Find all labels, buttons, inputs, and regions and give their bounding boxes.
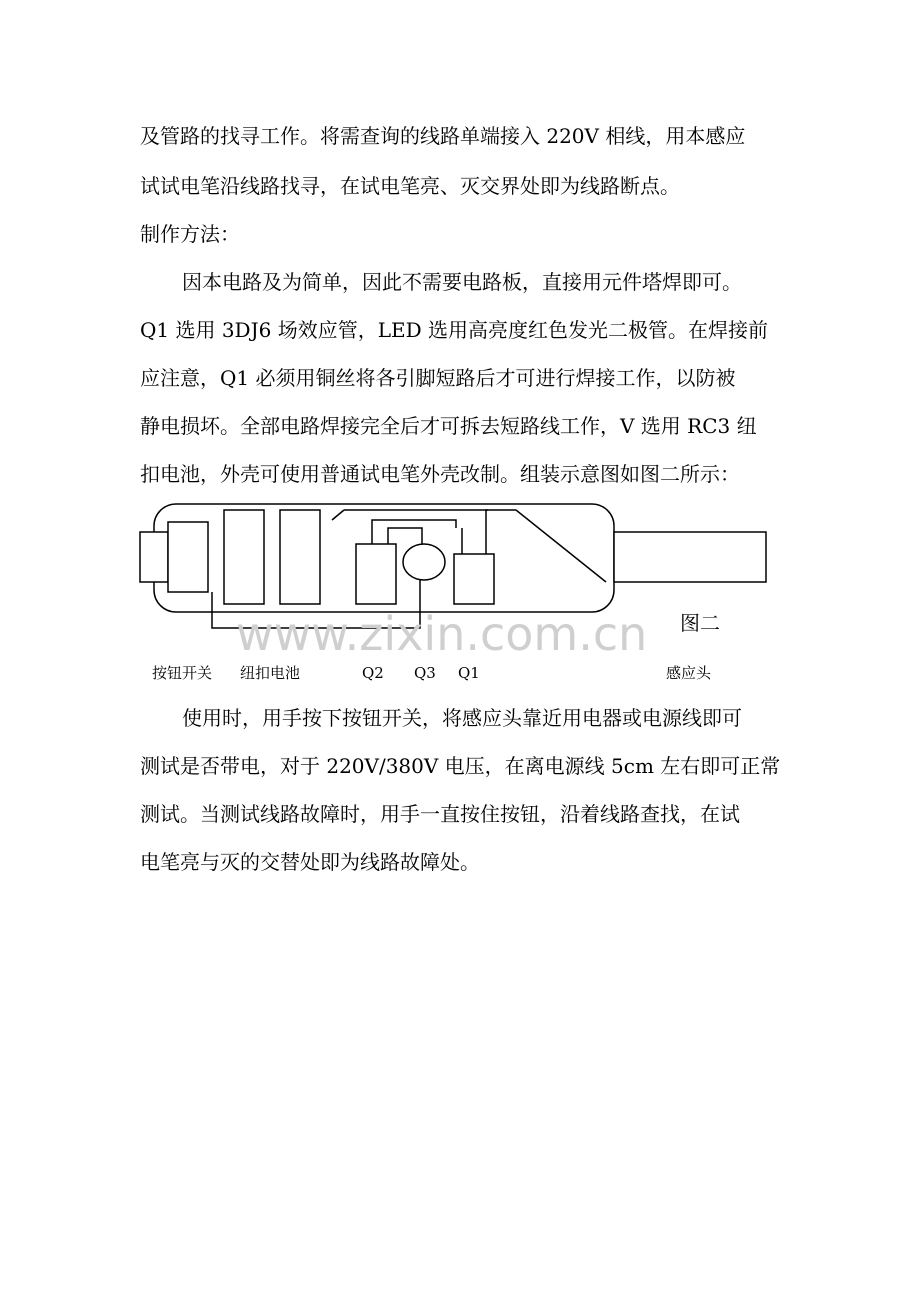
button-battery-1 bbox=[224, 510, 264, 604]
button-switch-body bbox=[168, 522, 208, 592]
q1-transistor bbox=[454, 554, 494, 604]
paragraph-1-line-1: 及管路的找寻工作。将需查询的线路单端接入 220V 相线，用本感应 bbox=[140, 124, 746, 148]
paragraph-3-line-4: 电笔亮与灭的交替处即为线路故障处。 bbox=[140, 850, 480, 874]
label-button-switch: 按钮开关 bbox=[152, 664, 213, 682]
label-button-battery: 纽扣电池 bbox=[240, 664, 301, 682]
figure-caption: 图二 bbox=[680, 611, 720, 635]
label-sensor-head: 感应头 bbox=[666, 664, 712, 682]
button-switch-cap bbox=[140, 532, 168, 582]
paragraph-3-line-2: 测试是否带电，对于 220V/380V 电压，在离电源线 5cm 左右即可正常 bbox=[140, 754, 781, 778]
q3-led bbox=[403, 544, 445, 580]
label-q3: Q3 bbox=[414, 664, 436, 682]
paragraph-2-line-3: 应注意，Q1 必须用铜丝将各引脚短路后才可进行焊接工作，以防被 bbox=[140, 366, 736, 390]
paragraph-2-line-2: Q1 选用 3DJ6 场效应管，LED 选用高亮度红色发光二极管。在焊接前 bbox=[140, 318, 768, 342]
paragraph-3-line-3: 测试。当测试线路故障时，用手一直按住按钮，沿着线路查找，在试 bbox=[140, 802, 740, 826]
section-heading: 制作方法： bbox=[140, 222, 240, 246]
paragraph-2-line-5: 扣电池，外壳可使用普通试电笔外壳改制。组装示意图如图二所示： bbox=[140, 462, 740, 486]
paragraph-1-line-2: 试试电笔沿线路找寻，在试电笔亮、灭交界处即为线路断点。 bbox=[140, 174, 680, 198]
paragraph-2-line-1: 因本电路及为简单，因此不需要电路板，直接用元件塔焊即可。 bbox=[182, 270, 742, 294]
paragraph-2-line-4: 静电损坏。全部电路焊接完全后才可拆去短路线工作，V 选用 RC3 纽 bbox=[140, 414, 757, 438]
label-q2: Q2 bbox=[362, 664, 384, 682]
button-battery-2 bbox=[280, 510, 320, 604]
label-q1: Q1 bbox=[458, 664, 480, 682]
sensor-head-tube bbox=[614, 532, 766, 582]
paragraph-3-line-1: 使用时，用手按下按钮开关，将感应头靠近用电器或电源线即可 bbox=[182, 706, 742, 730]
watermark-text: www.zixin.com.cn bbox=[236, 607, 648, 661]
assembly-diagram bbox=[136, 498, 776, 690]
q2-component bbox=[356, 544, 396, 604]
